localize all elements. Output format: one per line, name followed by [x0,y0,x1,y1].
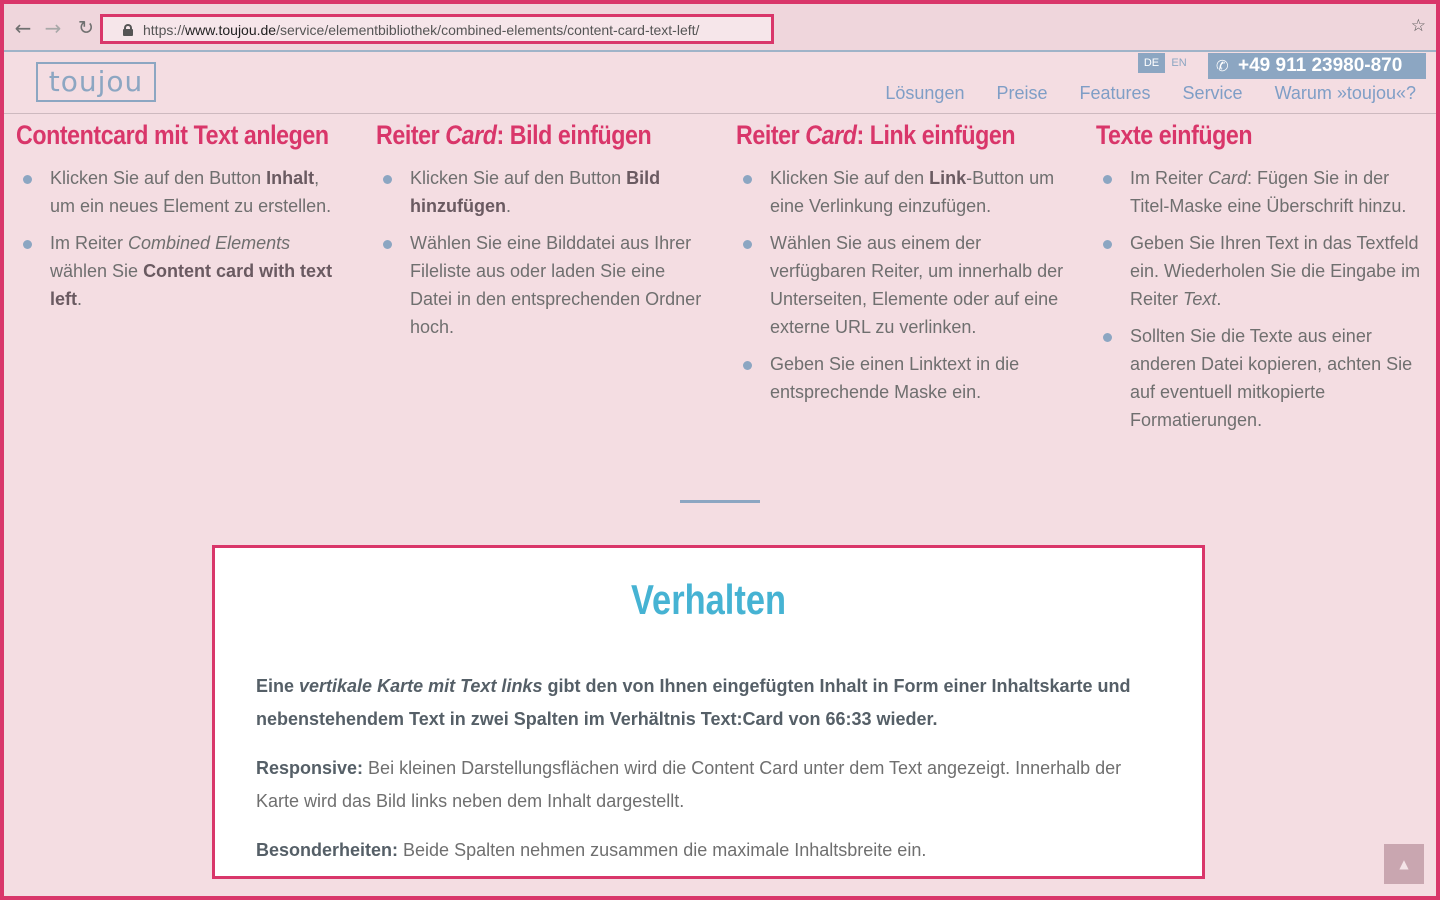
list-item: Wählen Sie aus einem der verfügbaren Reiter, um innerhalb der Unterseiten, Elemente oder auf eine externe URL zu verlinken. [736,229,1066,341]
scroll-to-top-button[interactable]: ▲ [1384,844,1424,884]
column-title: Reiter Card: Link einfügen [736,120,1016,150]
lock-icon [123,24,133,36]
column-title: Texte einfügen [1096,120,1253,150]
column-contentcard [16,118,346,322]
instruction-list [376,164,706,341]
behavior-section [212,545,1205,879]
toujou-logo[interactable]: toujou [36,62,156,102]
address-bar[interactable] [100,14,774,44]
list-item: Im Reiter Card: Fügen Sie in der Titel-Maske eine Überschrift hinzu. [1096,164,1426,220]
language-en[interactable]: EN [1171,57,1187,69]
column-texte [1096,118,1426,443]
column-title: Contentcard mit Text anlegen [16,120,329,150]
nav-loesungen[interactable]: Lösungen [885,83,965,103]
column-title: Reiter Card: Bild einfügen [376,120,652,150]
site-header [4,52,1436,114]
behavior-intro: Eine vertikale Karte mit Text links gibt den von Ihnen eingefügten Inhalt in Form einer Inhaltskarte und nebenstehendem Text in zwei Spalten im Verhältnis Text:Card von 66:33 wieder. [256,676,1131,729]
behavior-title: Verhalten [630,576,787,623]
instruction-list [736,164,1066,406]
list-item: Geben Sie Ihren Text in das Textfeld ein. Wiederholen Sie die Eingabe im Reiter Text. [1096,229,1426,313]
back-arrow-icon[interactable]: ← [14,16,32,40]
phone-number: +49 911 23980-870 [1238,55,1403,76]
list-item: Geben Sie einen Linktext in die entsprechende Maske ein. [736,350,1066,406]
url-path: /service/elementbibliothek/combined-elements/content-card-text-left/ [276,22,700,38]
phone-button[interactable] [1208,53,1426,79]
responsive-paragraph: Responsive: Bei kleinen Darstellungsflächen wird die Content Card unter dem Text angezeigt. Innerhalb der Karte wird das Bild links neben dem Inhalt dargestellt. [256,758,1122,811]
url-prefix: https:// [143,22,186,38]
list-item: Wählen Sie eine Bilddatei aus Ihrer Fileliste aus oder laden Sie eine Datei in den entsprechenden Ordner hoch. [376,229,706,341]
nav-preise[interactable]: Preise [996,83,1048,103]
bookmark-star-icon[interactable]: ☆ [1410,16,1426,36]
language-de[interactable]: DE [1138,53,1165,73]
browser-toolbar [4,4,1436,52]
main-nav [885,83,1416,104]
instruction-list [1096,164,1426,434]
list-item: Klicken Sie auf den Link-Button um eine Verlinkung einzufügen. [736,164,1066,220]
phone-icon: ✆ [1216,57,1229,75]
nav-warum-toujou[interactable]: Warum »toujou«? [1274,83,1416,103]
column-link [736,118,1066,415]
list-item: Sollten Sie die Texte aus einer anderen Datei kopieren, achten Sie auf eventuell mitkopierte Formatierungen. [1096,322,1426,434]
list-item: Klicken Sie auf den Button Bild hinzufügen. [376,164,706,220]
section-divider [680,500,760,503]
list-item: Klicken Sie auf den Button Inhalt, um ein neues Element zu erstellen. [16,164,346,220]
forward-arrow-icon[interactable]: → [44,16,62,40]
column-bild [376,118,706,350]
nav-features[interactable]: Features [1079,83,1151,103]
instruction-list [16,164,346,313]
reload-icon[interactable]: ↻ [78,17,94,39]
url-host: www.toujou.de [185,22,277,38]
nav-service[interactable]: Service [1182,83,1243,103]
list-item: Im Reiter Combined Elements wählen Sie Content card with text left. [16,229,346,313]
url-text[interactable] [143,22,699,38]
special-paragraph: Besonderheiten: Beide Spalten nehmen zusammen die maximale Inhaltsbreite ein. [256,840,927,860]
